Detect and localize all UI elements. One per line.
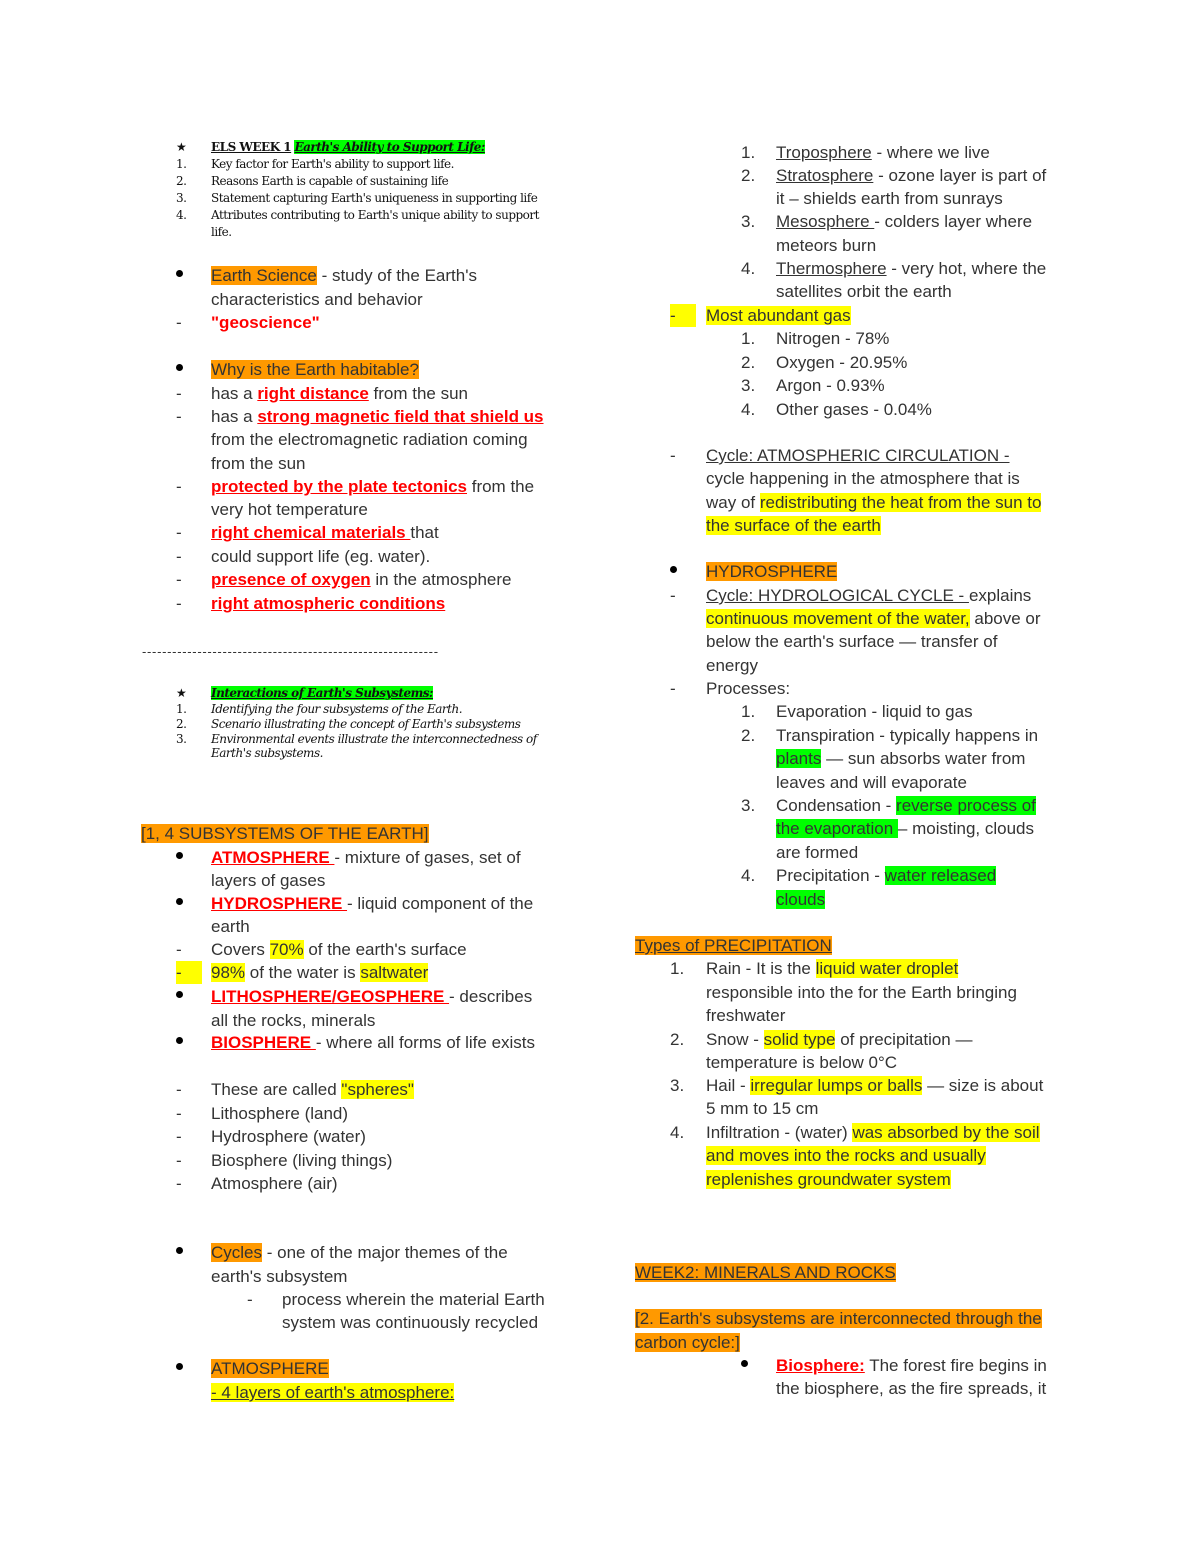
precip-item: Hail - irregular lumps or balls — size is about xyxy=(706,1076,1044,1095)
habitable-reason: right atmospheric conditions xyxy=(211,594,446,613)
interactions-title: Interactions of Earth's Subsystems: xyxy=(211,686,433,700)
earth-science-def: Earth Science - study of the Earth's xyxy=(211,266,477,285)
habitable-question: Why is the Earth habitable? xyxy=(211,360,419,379)
process-item: Evaporation - liquid to gas xyxy=(776,702,973,721)
circulation-title: Cycle: ATMOSPHERIC CIRCULATION - xyxy=(706,446,1010,465)
atmosphere-title: ATMOSPHERE xyxy=(211,1359,329,1378)
hydrological-title: Cycle: HYDROLOGICAL CYCLE - explains xyxy=(706,586,1032,605)
layers-label: - 4 layers of earth's atmosphere: xyxy=(211,1383,455,1402)
objective-item: Key factor for Earth's ability to support life. xyxy=(211,157,454,171)
bullet-icon xyxy=(176,847,196,865)
gas-item: Other gases - 0.04% xyxy=(776,400,932,419)
layer-item: Stratosphere - ozone layer is part of xyxy=(776,166,1047,185)
gas-title: Most abundant gas xyxy=(706,306,851,325)
habitable-reason: right chemical materials that xyxy=(211,523,439,542)
hydrosphere-title: HYDROSPHERE xyxy=(706,562,838,581)
layer-item: Mesosphere - colders layer where xyxy=(776,212,1033,231)
gas-item: Argon - 0.93% xyxy=(776,376,885,395)
interactions-item: Earth's subsystems. xyxy=(211,746,323,760)
bullet-icon xyxy=(176,359,196,377)
bullet-icon xyxy=(176,1242,196,1260)
biosphere-def: BIOSPHERE - where all forms of life exists xyxy=(211,1033,536,1052)
sphere-item: Hydrosphere (water) xyxy=(211,1127,366,1146)
objective-item: Statement capturing Earth's uniqueness in supporting life xyxy=(211,191,538,205)
layer-item: Troposphere - where we live xyxy=(776,143,990,162)
week1-title: ELS WEEK 1 Earth's Ability to Support Life: xyxy=(211,140,485,154)
bullet-icon xyxy=(176,265,196,283)
divider: ----------------------------------------------------------- xyxy=(142,644,439,659)
layer-item: Thermosphere - very hot, where the xyxy=(776,259,1047,278)
star-icon: ★ xyxy=(176,686,187,700)
interactions-item: Scenario illustrating the concept of Earth's subsystems xyxy=(211,717,521,731)
precip-item: Snow - solid type of precipitation — xyxy=(706,1030,973,1049)
saltwater-line: 98% of the water is saltwater xyxy=(211,963,429,982)
precip-item: Infiltration - (water) was absorbed by the soil xyxy=(706,1123,1040,1142)
bullet-icon xyxy=(176,986,196,1004)
lithosphere-def: LITHOSPHERE/GEOSPHERE - describes xyxy=(211,987,533,1006)
objective-item: Attributes contributing to Earth's unique ability to support xyxy=(211,208,539,222)
objective-item: life. xyxy=(211,225,232,239)
bullet-icon xyxy=(176,1032,196,1050)
subsystems-heading: [1, 4 SUBSYSTEMS OF THE EARTH] xyxy=(141,824,429,843)
process-item: Precipitation - water released xyxy=(776,866,997,885)
covers-line: Covers 70% of the earth's surface xyxy=(211,940,467,959)
hydrosphere-def: HYDROSPHERE - liquid component of the xyxy=(211,894,534,913)
habitable-reason: presence of oxygen in the atmosphere xyxy=(211,570,512,589)
precipitation-title: Types of PRECIPITATION xyxy=(635,936,832,955)
geoscience-term: "geoscience" xyxy=(211,313,320,332)
biosphere-forest-fire: Biosphere: The forest fire begins in xyxy=(776,1356,1047,1375)
week2-subtitle: [2. Earth's subsystems are interconnected through the xyxy=(635,1309,1042,1328)
habitable-reason: has a right distance from the sun xyxy=(211,384,468,403)
atmosphere-def: ATMOSPHERE - mixture of gases, set of xyxy=(211,848,521,867)
star-icon: ★ xyxy=(176,140,187,154)
habitable-reason: protected by the plate tectonics from the xyxy=(211,477,535,496)
bullet-icon xyxy=(670,561,690,579)
interactions-item: Identifying the four subsystems of the Earth. xyxy=(211,702,463,716)
habitable-reason: has a strong magnetic field that shield us xyxy=(211,407,544,426)
cycles-def: Cycles - one of the major themes of the xyxy=(211,1243,508,1262)
sphere-item: Lithosphere (land) xyxy=(211,1104,349,1123)
sphere-item: Atmosphere (air) xyxy=(211,1174,338,1193)
spheres-line: These are called "spheres" xyxy=(211,1080,414,1099)
bullet-icon xyxy=(176,893,196,911)
objective-item: Reasons Earth is capable of sustaining life xyxy=(211,174,449,188)
process-item: Transpiration - typically happens in xyxy=(776,726,1039,745)
interactions-item: Environmental events illustrate the interconnectedness of xyxy=(211,732,537,746)
bullet-icon xyxy=(741,1355,761,1373)
bullet-icon xyxy=(176,1358,196,1376)
sphere-item: Biosphere (living things) xyxy=(211,1151,393,1170)
process-item: Condensation - reverse process of xyxy=(776,796,1036,815)
gas-item: Oxygen - 20.95% xyxy=(776,353,908,372)
precip-item: Rain - It is the liquid water droplet xyxy=(706,959,959,978)
gas-item: Nitrogen - 78% xyxy=(776,329,890,348)
week2-title: WEEK2: MINERALS AND ROCKS xyxy=(635,1263,896,1282)
